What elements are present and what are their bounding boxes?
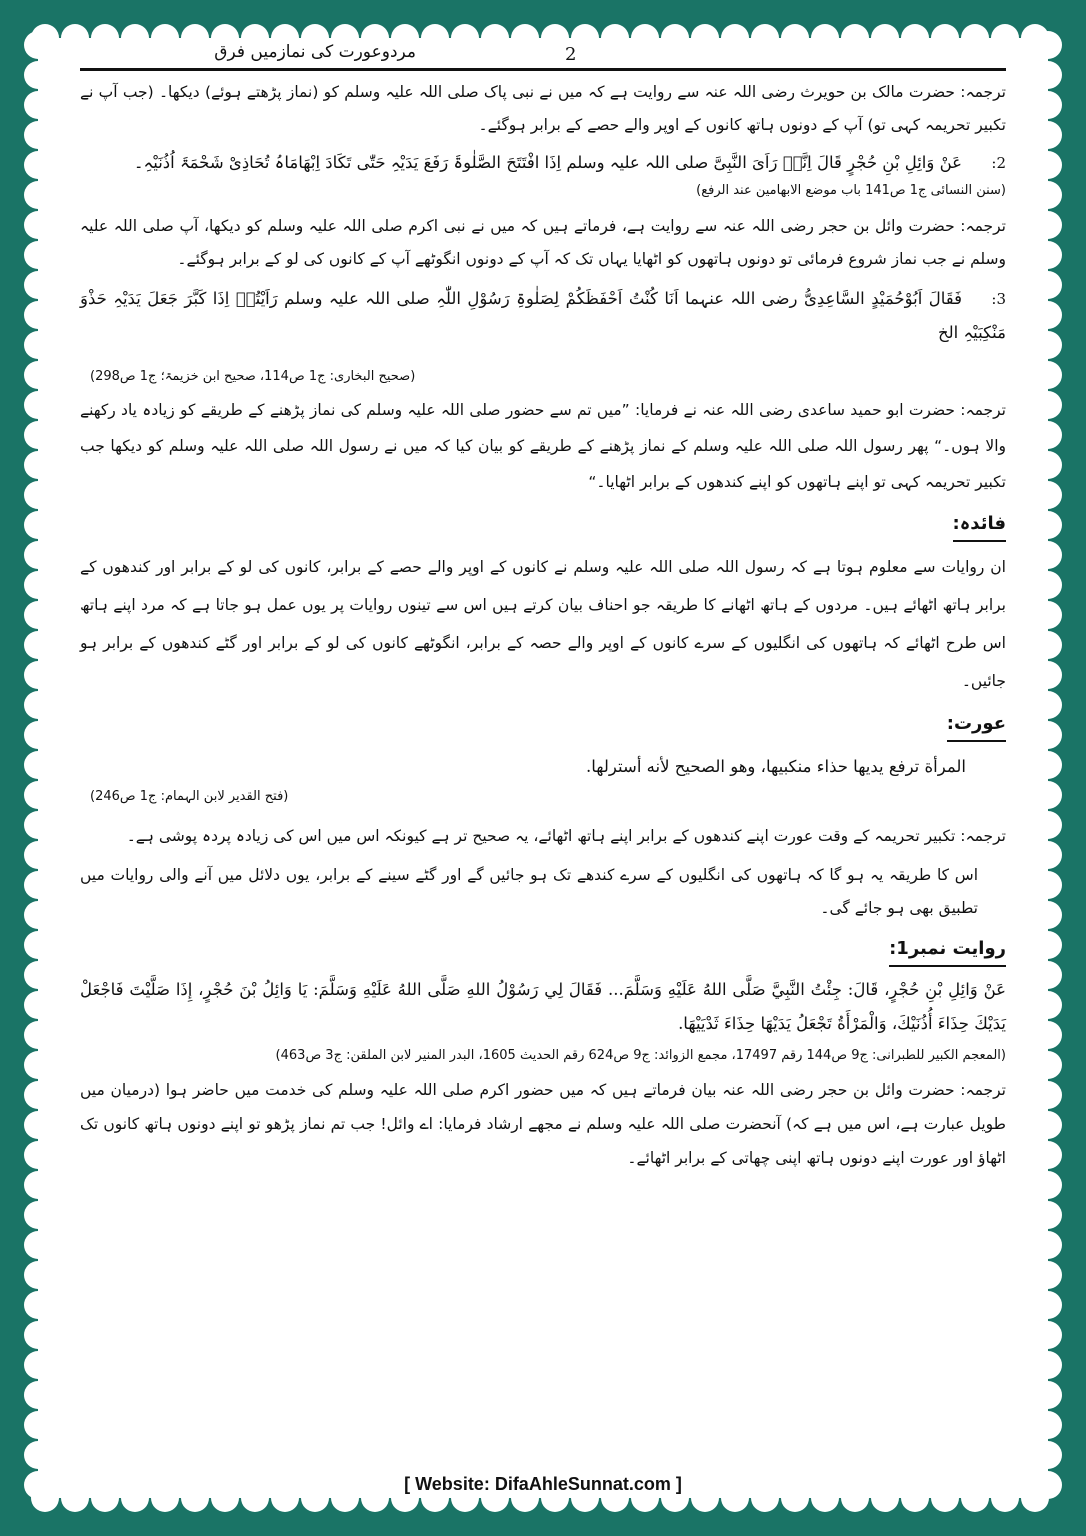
translation-5: ترجمہ: حضرت وائل بن حجر رضی اللہ عنہ بیان فرماتے ہیں کہ میں حضور اکرم صلی اللہ علیہ وسلم کی خدمت میں حاضر ہوا (درمیان میں طویل عبارت ہے، اس میں ہے کہ) آنحضرت صلی اللہ علیہ وسلم نے مجھے ارشاد فرمایا: اے وائل! جب تم نماز پڑھو تو اپنے دونوں ہاتھ کانوں تک اٹھاؤ اور عورت اپنے دونوں ہاتھ اپنی چھاتی کے برابر اٹھائے۔	[80, 1081, 1006, 1167]
heading-faida: فائدہ:	[953, 510, 1006, 542]
header-rule	[80, 68, 1006, 71]
arabic-aurat: المرأة ترفع يديها حذاء منكبيها، وهو الصحيح لأنه أسترلها.	[586, 757, 966, 776]
translation-3: ترجمہ: حضرت ابو حمید ساعدی رضی اللہ عنہ نے فرمایا: ”میں تم سے حضور صلی اللہ علیہ وسلم کی نماز پڑھنے کے طریقے کو زیادہ یاد رکھنے والا ہوں۔“ پھر رسول اللہ صلی اللہ علیہ وسلم کے نماز پڑھنے کے طریقے کو بیان کیا کہ میں نے رسول اللہ صلی اللہ علیہ وسلم کو دیکھا جب تکبیر تحریمہ کہی تو اپنے ہاتھوں کو اپنے کندھوں کے برابر اٹھایا۔“	[80, 401, 1006, 491]
hadith-text-3: فَقَالَ اَبُوْحُمَیْدٍ السَّاعِدِیُّ رضی اللہ عنہما اَنَا کُنْتُ اَحْفَظَکُمْ لِصَلٰوۃِ رَسُوْلِ اللّٰہِ صلی اللہ علیہ وسلم رَاَیْتُہٗ اِذَا کَبَّرَ جَعَلَ یَدَیْہِ حَذْوَ مَنْکِبَیْہِ الخ	[80, 289, 1006, 342]
website-footer[interactable]: [ Website: DifaAhleSunnat.com ]	[404, 1474, 682, 1494]
header-title: مردوعورت کی نمازمیں فرق	[214, 42, 416, 62]
translation-4a: ترجمہ: تکبیر تحریمہ کے وقت عورت اپنے کندھوں کے برابر اپنے ہاتھ اٹھائے، یہ صحیح تر ہے کیونکہ اس میں اس کی زیادہ پردہ پوشی ہے۔	[126, 827, 1006, 845]
hadith-text-2: عَنْ وَائِلِ بْنِ حُجْرٍ قَالَ اِنَّہٗ رَاَیَ النَّبِیَّ صلی اللہ علیہ وسلم اِذَا افْتَتَحَ الصَّلٰوۃَ رَفَعَ یَدَیْہِ حَتّٰی تَکَادَ اِبْھَامَاہُ تُحَاذِیْ شَحْمَۃَ اُذُنَیْہِ۔	[133, 153, 962, 172]
page-number: 2	[565, 44, 577, 65]
hadith-2	[80, 146, 1006, 180]
reference-3: (صحیح البخاری: ج1 ص114، صحیح ابن خزیمۃ؛ ج1 ص298)	[90, 369, 416, 384]
translation-2: ترجمہ: حضرت وائل بن حجر رضی اللہ عنہ سے روایت ہے، فرماتے ہیں کہ میں نے نبی اکرم صلی اللہ علیہ وسلم کو دیکھا، آپ صلی اللہ علیہ وسلم نے جب نماز شروع فرمائی تو دونوں ہاتھوں کو اٹھایا یہاں تک کہ آپ کے دونوں انگوٹھے آپ کے کانوں کی لو کے برابر ہوگئے۔	[80, 217, 1006, 268]
document-body	[80, 76, 1006, 1175]
reference-5: (المعجم الکبیر للطبرانی: ج9 ص144 رقم 17497، مجمع الزوائد: ج9 ص624 رقم الحدیث 1605، البدر المنیر لابن الملقن: ج3 ص463)	[275, 1048, 1006, 1063]
arabic-riwayat-1: عَنْ وَائِلِ بْنِ حُجْرٍ، قَالَ: جِئْتُ النَّبِيَّ صَلَّى اللهُ عَلَيْهِ وَسَلَّمَ... فَقَالَ لِي رَسُوْلُ اللهِ صَلَّى اللهُ عَلَيْهِ وَسَلَّمَ: يَا وَائِلُ بْنَ حُجْرٍ، إِذَا صَلَّيْتَ فَاجْعَلْ يَدَيْكَ حِذَاءَ أُذُنَيْكَ، وَالْمَرْأَةُ تَجْعَلُ يَدَيْهَا حِذَاءَ ثَدْيَيْهَا.	[80, 980, 1006, 1033]
translation-4b: اس کا طریقہ یہ ہو گا کہ ہاتھوں کی انگلیوں کے سرے کندھے تک ہو جائیں گے اور گٹے سینے کے برابر، یوں دلائل میں آنے والی روایات میں تطبیق بھی ہو جائے گی۔	[80, 866, 978, 917]
heading-riwayat-1: روایت نمبر1:	[889, 935, 1006, 967]
translation-1: ترجمہ: حضرت مالک بن حویرث رضی اللہ عنہ سے روایت ہے کہ میں نے نبی پاک صلی اللہ علیہ وسلم کو (نماز پڑھتے ہوئے) دیکھا۔ (جب آپ نے تکبیر تحریمہ کہی تو) آپ کے دونوں ہاتھ کانوں کے اوپر والے حصے کے برابر ہوگئے۔	[80, 83, 1006, 134]
page-header	[80, 36, 1006, 72]
hadith-number-3: 3:	[991, 290, 1006, 308]
hadith-number-2: 2:	[991, 154, 1006, 172]
hadith-3	[80, 282, 1006, 350]
faida-text: ان روایات سے معلوم ہوتا ہے کہ رسول اللہ صلی اللہ علیہ وسلم نے کانوں کے اوپر والے حصے کے برابر، کانوں کی لو کے برابر اور کندھوں کے برابر ہاتھ اٹھائے ہیں۔ مردوں کے ہاتھ اٹھانے کا طریقہ جو احناف بیان کرتے ہیں اس سے تینوں روایات پر یوں عمل ہو جاتا ہے کہ مرد اپنے ہاتھ اس طرح اٹھائے کہ ہاتھوں کی انگلیوں کے سرے کانوں کے اوپر والے حصہ کے برابر، انگوٹھے کانوں کی لو کے برابر اور گٹے کندھوں کے برابر ہو جائیں۔	[80, 558, 1006, 690]
reference-2: (سنن النسائی ج1 ص141 باب موضع الابھامین عند الرفع)	[696, 183, 1006, 198]
document-page	[80, 30, 1006, 1500]
heading-aurat: عورت:	[947, 710, 1006, 742]
reference-4: (فتح القدیر لابن الہمام: ج1 ص246)	[90, 789, 289, 804]
